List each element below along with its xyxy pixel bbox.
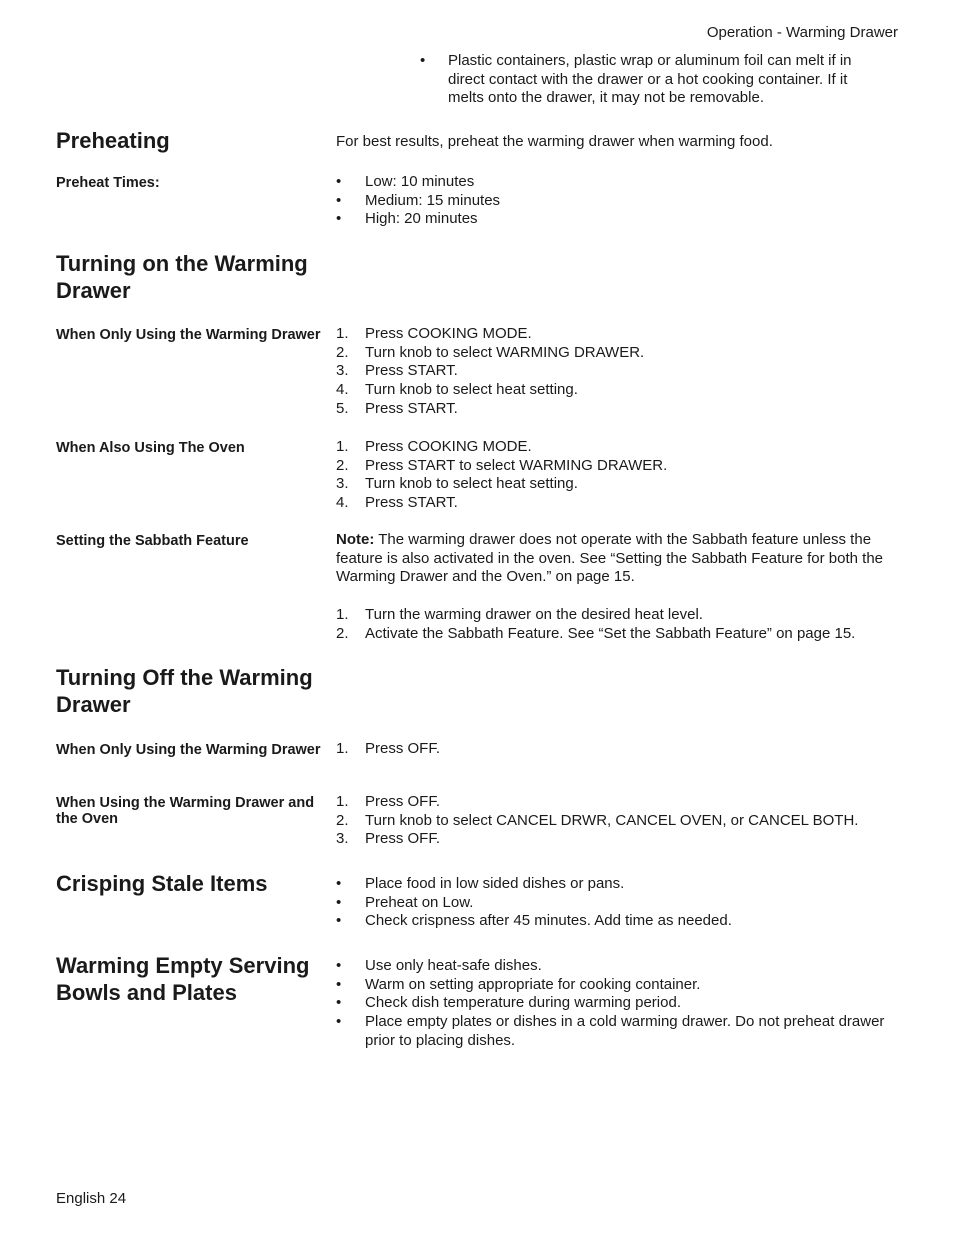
list-item-text: Press COOKING MODE. bbox=[365, 438, 532, 455]
list-item bbox=[336, 494, 898, 513]
list-item bbox=[336, 475, 898, 494]
bullet-marker: • bbox=[336, 1013, 342, 1031]
off-only-steps bbox=[336, 740, 898, 759]
step-number: 2. bbox=[336, 624, 349, 642]
list-item bbox=[336, 957, 898, 976]
list-item bbox=[336, 325, 898, 344]
off-both-label: When Using the Warming Drawer and the Oven bbox=[56, 795, 315, 827]
heading-turning-on: Turning on the Warming Drawer bbox=[56, 251, 308, 303]
bullet-marker: • bbox=[336, 210, 342, 228]
list-item bbox=[336, 606, 898, 625]
step-number: 1. bbox=[336, 325, 349, 342]
list-item bbox=[336, 1013, 898, 1050]
heading-warming-bowls: Warming Empty Serving Bowls and Plates bbox=[56, 953, 310, 1005]
list-item bbox=[336, 362, 898, 381]
page-footer: English 24 bbox=[56, 1190, 127, 1207]
step-number: 2. bbox=[336, 456, 349, 474]
list-item-text: Check dish temperature during warming period. bbox=[365, 994, 681, 1012]
list-item bbox=[336, 344, 898, 363]
bullet-marker: • bbox=[336, 191, 342, 209]
list-item-text: Press START. bbox=[365, 362, 458, 380]
warming-bowls-list bbox=[336, 957, 898, 1051]
off-only-label: When Only Using the Warming Drawer bbox=[56, 742, 321, 758]
page-header: Operation - Warming Drawer bbox=[706, 24, 898, 41]
list-item bbox=[336, 400, 898, 419]
list-item-text: Turn knob to select heat setting. bbox=[365, 475, 578, 493]
sabbath-label: Setting the Sabbath Feature bbox=[56, 533, 249, 549]
bullet-marker: • bbox=[336, 912, 342, 930]
list-item bbox=[420, 52, 880, 108]
list-item-text: Plastic containers, plastic wrap or aluminum foil can melt if in direct contact with the drawer or a hot cooking container. If it melts onto the drawer, it may not be removable. bbox=[448, 52, 852, 107]
also-oven-label: When Also Using The Oven bbox=[56, 440, 245, 456]
bullet-marker: • bbox=[420, 52, 426, 69]
step-number: 2. bbox=[336, 343, 349, 361]
preheating-text: For best results, preheat the warming drawer when warming food. bbox=[336, 133, 773, 150]
list-item-text: Warm on setting appropriate for cooking container. bbox=[365, 975, 701, 993]
list-item-text: Use only heat-safe dishes. bbox=[365, 957, 542, 974]
list-item bbox=[336, 976, 898, 995]
heading-turning-off: Turning Off the Warming Drawer bbox=[56, 665, 313, 717]
list-item bbox=[336, 994, 898, 1013]
step-number: 4. bbox=[336, 381, 349, 399]
list-item bbox=[336, 438, 898, 457]
list-item bbox=[336, 192, 898, 211]
list-item bbox=[336, 912, 898, 931]
step-number: 5. bbox=[336, 399, 349, 417]
list-item bbox=[336, 625, 898, 644]
sabbath-note bbox=[336, 531, 898, 587]
preheat-times-list bbox=[336, 173, 898, 229]
preheat-times-label: Preheat Times: bbox=[56, 175, 160, 191]
step-number: 2. bbox=[336, 811, 349, 829]
step-number: 3. bbox=[336, 362, 349, 380]
bullet-marker: • bbox=[336, 893, 342, 911]
step-number: 3. bbox=[336, 475, 349, 493]
step-number: 1. bbox=[336, 438, 349, 455]
list-item-text: Turn knob to select heat setting. bbox=[365, 381, 578, 399]
list-item-text: Medium: 15 minutes bbox=[365, 191, 501, 209]
list-item-text: Turn knob to select WARMING DRAWER. bbox=[365, 343, 645, 361]
list-item bbox=[336, 381, 898, 400]
list-item-text: Press START. bbox=[365, 494, 458, 512]
list-item-text: Place food in low sided dishes or pans. bbox=[365, 875, 625, 892]
also-oven-steps bbox=[336, 438, 898, 513]
list-item bbox=[336, 875, 898, 894]
off-both-steps bbox=[336, 793, 898, 849]
heading-crisping: Crisping Stale Items bbox=[56, 871, 268, 896]
list-item bbox=[336, 830, 898, 849]
step-number: 1. bbox=[336, 740, 349, 757]
list-item bbox=[336, 894, 898, 913]
list-item-text: Press OFF. bbox=[365, 793, 441, 810]
heading-preheating: Preheating bbox=[56, 128, 170, 153]
list-item-text: Low: 10 minutes bbox=[365, 173, 475, 190]
list-item-text: Turn knob to select CANCEL DRWR, CANCEL OVEN, or CANCEL BOTH. bbox=[365, 811, 859, 829]
only-warming-steps bbox=[336, 325, 898, 419]
list-item-text: Press COOKING MODE. bbox=[365, 325, 532, 342]
crisping-list bbox=[336, 875, 898, 931]
step-number: 3. bbox=[336, 830, 349, 848]
list-item bbox=[336, 210, 898, 229]
only-warming-label: When Only Using the Warming Drawer bbox=[56, 327, 321, 343]
list-item-text: Press START to select WARMING DRAWER. bbox=[365, 456, 668, 474]
list-item-text: Preheat on Low. bbox=[365, 893, 474, 911]
list-item bbox=[336, 457, 898, 476]
note-text: The warming drawer does not operate with the Sabbath feature unless the feature is also activated in the oven. See “Setting the Sabbath Feature for both the Warming Drawer and the Oven.” on page 15. bbox=[336, 531, 884, 586]
list-item-text: High: 20 minutes bbox=[365, 210, 478, 228]
list-item-text: Press OFF. bbox=[365, 830, 441, 848]
note-label: Note: bbox=[336, 531, 375, 548]
list-item bbox=[336, 173, 898, 192]
bullet-marker: • bbox=[336, 975, 342, 993]
list-item-text: Check crispness after 45 minutes. Add time as needed. bbox=[365, 912, 732, 930]
step-number: 4. bbox=[336, 494, 349, 512]
list-item-text: Activate the Sabbath Feature. See “Set the Sabbath Feature” on page 15. bbox=[365, 624, 856, 642]
bullet-marker: • bbox=[336, 173, 342, 190]
step-number: 1. bbox=[336, 606, 349, 623]
list-item-text: Place empty plates or dishes in a cold warming drawer. Do not preheat drawer prior to placing dishes. bbox=[365, 1013, 885, 1049]
list-item bbox=[336, 793, 898, 812]
intro-list bbox=[420, 52, 880, 108]
list-item bbox=[336, 812, 898, 831]
list-item bbox=[336, 740, 898, 759]
list-item-text: Press START. bbox=[365, 399, 458, 417]
list-item-text: Press OFF. bbox=[365, 740, 441, 757]
bullet-marker: • bbox=[336, 875, 342, 892]
list-item-text: Turn the warming drawer on the desired heat level. bbox=[365, 606, 703, 623]
sabbath-steps bbox=[336, 606, 898, 643]
bullet-marker: • bbox=[336, 994, 342, 1012]
step-number: 1. bbox=[336, 793, 349, 810]
bullet-marker: • bbox=[336, 957, 342, 974]
